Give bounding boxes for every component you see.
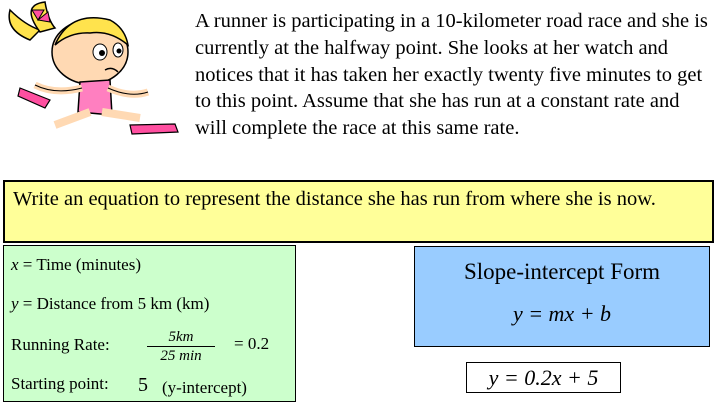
problem-statement: A runner is participating in a 10-kilometer road race and she is currently at the halfway point. She looks at her watch and notices that it has taken her exactly twenty five minutes to get to this point. Assume that she has run at a constant rate and will complete the race at this same rate. <box>195 10 708 140</box>
x-definition: x = Time (minutes) <box>11 255 142 274</box>
prompt-text: Write an equation to represent the distance she has run from where she is now. <box>13 188 656 210</box>
start-label: Starting point: <box>11 374 109 393</box>
start-value: 5 <box>138 374 148 396</box>
rate-fraction <box>147 329 215 365</box>
form-equation: y = mx + b <box>512 301 612 326</box>
rate-value: = 0.2 <box>234 334 270 353</box>
answer-equation: y = 0.2x + 5 <box>466 362 621 393</box>
rate-label: Running Rate: <box>11 335 110 354</box>
form-title: Slope-intercept Form <box>463 259 661 284</box>
given-box <box>3 245 296 402</box>
slope-intercept-box <box>414 246 710 347</box>
prompt-box <box>3 180 714 243</box>
running-girl-icon <box>0 0 190 150</box>
rate-denominator: 25 min <box>160 348 202 364</box>
intercept-label: (y-intercept) <box>162 378 247 397</box>
y-definition: y = Distance from 5 km (km) <box>11 294 210 313</box>
rate-numerator: 5km <box>147 329 215 347</box>
